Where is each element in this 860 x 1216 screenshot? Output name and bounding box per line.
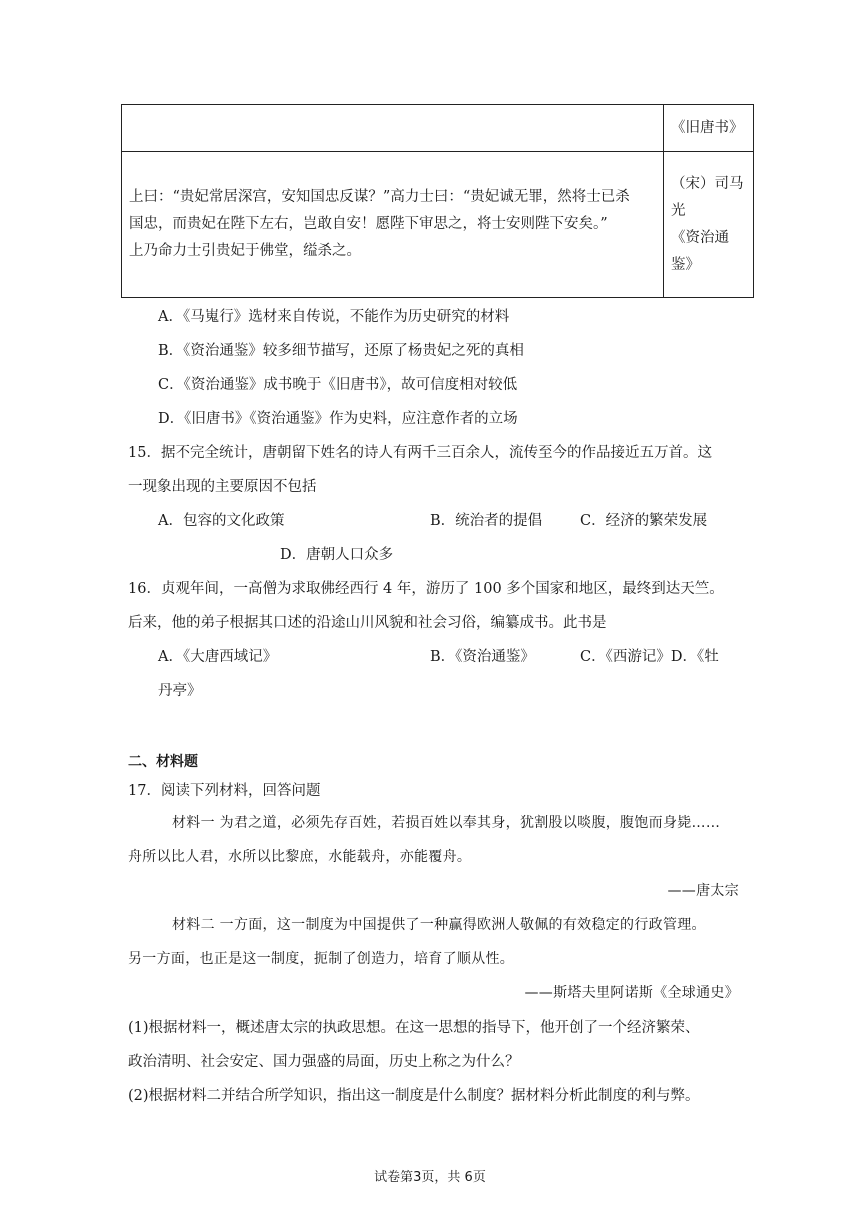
source-table — [121, 104, 754, 298]
q16-stem-line: 后来，他的弟子根据其口述的沿途山川风貌和社会习俗，编纂成书。此书是 — [128, 615, 607, 631]
q17-stem: 17．阅读下列材料，回答问题 — [128, 783, 321, 799]
table-cell-source: 《旧唐书》 — [664, 105, 754, 152]
table-text-line: 上乃命力士引贵妃于佛堂，缢杀之。 — [129, 243, 361, 259]
q15-stem-line: 一现象出现的主要原因不包括 — [128, 479, 317, 495]
table-text-line: 国忠，而贵妃在陛下左右，岂敢自安！愿陛下审思之，将士安则陛下安矣。” — [129, 216, 608, 232]
q15-option-b: B．统治者的提倡 — [430, 513, 543, 529]
q15-option-a: A．包容的文化政策 — [158, 513, 285, 529]
page-footer: 试卷第3页，共 6页 — [374, 1170, 486, 1185]
q14-option-a: A．《马嵬行》选材来自传说，不能作为历史研究的材料 — [158, 309, 510, 325]
sub-question-2: (2)根据材料二并结合所学知识，指出这一制度是什么制度？据材料分析此制度的利与弊。 — [128, 1088, 700, 1104]
q15-stem-line: 15．据不完全统计，唐朝留下姓名的诗人有两千三百余人，流传至今的作品接近五万首。这 — [128, 445, 712, 461]
q16-option-a: A．《大唐西域记》 — [158, 649, 278, 665]
table-row — [122, 152, 754, 298]
q16-stem-line: 16．贞观年间，一高僧为求取佛经西行 4 年，游历了 100 多个国家和地区，最终到达天竺。 — [128, 581, 724, 597]
material-one-line: 舟所以比人君，水所以比黎庶，水能载舟，亦能覆舟。 — [128, 849, 472, 865]
material-one-line: 材料一 为君之道，必须先存百姓，若损百姓以奉其身，犹割股以啖腹，腹饱而身毙…… — [172, 815, 721, 831]
q16-option-b: B．《资治通鉴》 — [430, 649, 535, 665]
sub-question-1-line: 政治清明、社会安定、国力强盛的局面，历史上称之为什么？ — [128, 1054, 520, 1070]
q15-option-c: C．经济的繁荣发展 — [580, 513, 708, 529]
table-cell-text — [122, 152, 664, 298]
q15-option-d: D．唐朝人口众多 — [280, 547, 394, 563]
material-two-line: 另一方面，也正是这一制度，扼制了创造力，培育了顺从性。 — [128, 951, 515, 967]
q16-option-d-cont: 丹亭》 — [158, 683, 202, 699]
q16-option-cd: C．《西游记》D．《牡 — [580, 649, 719, 665]
section-title: 二、材料题 — [128, 754, 198, 770]
material-two-line: 材料二 一方面，这一制度为中国提供了一种赢得欧洲人敬佩的有效稳定的行政管理。 — [172, 917, 706, 933]
material-two-source: ——斯塔夫里阿诺斯《全球通史》 — [524, 985, 739, 1001]
table-text-line: 上曰：“贵妃常居深宫，安知国忠反谋？”高力士曰：“贵妃诚无罪，然将士已杀 — [129, 189, 630, 205]
table-cell-source — [664, 152, 754, 298]
source-line: 鉴》 — [671, 256, 700, 273]
q14-option-d: D．《旧唐书》《资治通鉴》作为史料，应注意作者的立场 — [158, 411, 518, 427]
q14-option-b: B．《资治通鉴》较多细节描写，还原了杨贵妃之死的真相 — [158, 343, 524, 359]
sub-question-1-line: (1)根据材料一，概述唐太宗的执政思想。在这一思想的指导下，他开创了一个经济繁荣、 — [128, 1020, 700, 1036]
q14-option-c: C．《资治通鉴》成书晚于《旧唐书》，故可信度相对较低 — [158, 377, 518, 393]
source-line: 《资治通 — [671, 229, 729, 246]
table-cell-text — [122, 105, 664, 152]
material-one-source: ——唐太宗 — [667, 883, 739, 899]
source-line: （宋）司马 — [671, 175, 744, 192]
source-line: 光 — [671, 202, 686, 219]
table-row — [122, 105, 754, 152]
